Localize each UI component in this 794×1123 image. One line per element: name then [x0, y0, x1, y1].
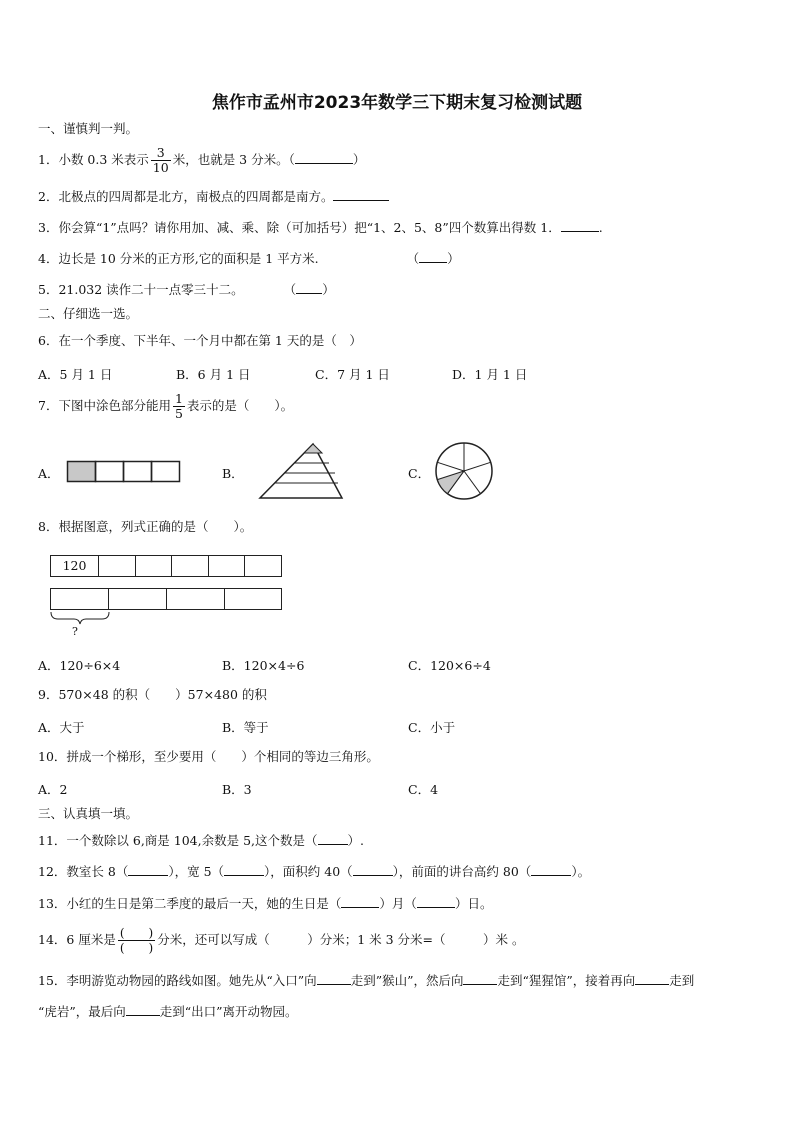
fraction-blank-numerator: ( ) — [119, 926, 154, 940]
fraction-numerator: 3 — [151, 146, 171, 161]
question-14-text-b: 分米，还可以写成（ ）分米；1 米 3 分米=（ ）米 。 — [157, 932, 525, 947]
answer-blank-12c[interactable] — [353, 863, 393, 876]
answer-blank-12b[interactable] — [224, 863, 264, 876]
section-heading-2: 二、仔细选一选。 — [38, 306, 139, 321]
circle-radius — [464, 462, 491, 471]
answer-blank-12a[interactable] — [128, 863, 168, 876]
circle-radius — [437, 462, 464, 471]
question-6: 6．在一个季度、下半年、一个月中都在第 1 天的是（ ） — [38, 333, 362, 348]
answer-blank-13b[interactable] — [417, 895, 455, 908]
q7-option-b[interactable]: B． — [222, 466, 244, 481]
question-9: 9．570×48 的积（ ）57×480 的积 — [38, 687, 267, 702]
q6-option-d[interactable]: D．1 月 1 日 — [452, 367, 528, 382]
fraction-blank[interactable] — [118, 926, 155, 955]
question-12-text-d: ），前面的讲台高约 80（ — [392, 864, 532, 879]
answer-blank-11[interactable] — [318, 832, 348, 845]
q9-option-b[interactable]: B．等于 — [222, 720, 269, 735]
q6-option-c[interactable]: C．7 月 1 日 — [315, 367, 390, 382]
bar-shaded-cell — [68, 462, 96, 482]
question-15-text-a: 15．李明游览动物园的路线如图。她先从“入口”向 — [38, 973, 317, 988]
question-5-text: 5．21.032 读作二十一点零三十二。 — [38, 282, 244, 297]
question-10: 10．拼成一个梯形，至少要用（ ）个相同的等边三角形。 — [38, 749, 379, 764]
answer-blank-1[interactable] — [295, 151, 353, 164]
question-5-paren-close: ） — [322, 282, 335, 297]
circle-radius — [464, 471, 481, 494]
q7-option-a[interactable]: A． — [38, 466, 60, 481]
question-14 — [38, 926, 525, 955]
question-14-text-a: 14．6 厘米是 — [38, 932, 116, 947]
question-8: 8．根据图意，列式正确的是（ ）。 — [38, 519, 253, 534]
answer-blank-2[interactable] — [333, 188, 389, 201]
question-12-text-c: ），面积约 40（ — [264, 864, 353, 879]
q8-bottom-bar — [50, 588, 282, 610]
answer-blank-3[interactable] — [561, 219, 599, 232]
triangle-outline — [260, 444, 342, 498]
question-15-text-f: 走到“出口”离开动物园。 — [159, 1004, 298, 1019]
question-13 — [38, 895, 492, 912]
question-11 — [38, 832, 364, 849]
fraction-denominator: 10 — [152, 160, 169, 175]
curly-brace — [51, 612, 109, 624]
question-15-text-e: “虎岩”，最后向 — [38, 1004, 126, 1019]
question-4 — [38, 250, 460, 267]
q8-option-c[interactable]: C．120×6÷4 — [408, 658, 491, 673]
q7-figure-bar — [66, 460, 184, 484]
question-11-text-end: ）. — [347, 833, 364, 848]
question-2 — [38, 188, 389, 205]
question-15-line-2 — [38, 1003, 298, 1020]
question-1-text-a: 1．小数 0.3 米表示 — [38, 152, 149, 167]
q8-option-a[interactable]: A．120÷6×4 — [38, 658, 121, 673]
answer-blank-4[interactable] — [419, 250, 447, 263]
q7-figure-triangle — [256, 442, 346, 500]
bottom-bar-cell — [108, 588, 167, 610]
triangle-shaded-tip — [304, 444, 322, 453]
section-heading-3: 三、认真填一填。 — [38, 806, 139, 821]
question-4-paren-open: （ — [406, 251, 420, 266]
answer-blank-12d[interactable] — [531, 863, 571, 876]
question-2-text: 2．北极点的四周都是北方，南极点的四周都是南方。 — [38, 189, 334, 204]
question-15-text-d: 走到 — [669, 973, 695, 988]
top-bar-cell — [98, 555, 136, 577]
answer-blank-5[interactable] — [296, 281, 322, 294]
question-12-text-a: 12．教室长 8（ — [38, 864, 129, 879]
question-1 — [38, 146, 365, 175]
question-4-paren-close: ） — [447, 251, 460, 266]
q10-option-a[interactable]: A．2 — [38, 782, 68, 797]
top-bar-cell — [135, 555, 172, 577]
circle-shaded-sector — [437, 471, 464, 494]
question-11-text: 11．一个数除以 6,商是 104,余数是 5,这个数是（ — [38, 833, 318, 848]
bar-cell — [96, 462, 124, 482]
q8-option-b[interactable]: B．120×4÷6 — [222, 658, 305, 673]
bar-cell — [124, 462, 152, 482]
question-15-text-c: 走到“猩猩馆”，接着再向 — [497, 973, 636, 988]
q8-top-bar — [50, 555, 282, 577]
q7-option-c[interactable]: C． — [408, 466, 431, 481]
question-4-text: 4．边长是 10 分米的正方形,它的面积是 1 平方米. — [38, 251, 319, 266]
question-12 — [38, 863, 590, 880]
bottom-bar-cell — [224, 588, 282, 610]
question-3-text: 3．你会算“1”点吗？请你用加、减、乘、除（可加括号）把“1、2、5、8”四个数算出得数 1． — [38, 220, 561, 235]
q9-option-c[interactable]: C．小于 — [408, 720, 456, 735]
question-3 — [38, 219, 603, 236]
fraction-denominator: 5 — [174, 406, 183, 421]
question-5 — [38, 281, 335, 298]
question-13-text-a: 13．小红的生日是第二季度的最后一天，她的生日是（ — [38, 896, 342, 911]
q6-option-b[interactable]: B．6 月 1 日 — [176, 367, 251, 382]
answer-blank-15b[interactable] — [463, 972, 497, 985]
answer-blank-13a[interactable] — [341, 895, 379, 908]
bottom-bar-cell — [166, 588, 225, 610]
bottom-bar-cell — [50, 588, 109, 610]
question-7-text-b: 表示的是（ ）。 — [186, 398, 294, 413]
page-title: 焦作市孟州市2023年数学三下期末复习检测试题 — [211, 93, 583, 113]
answer-blank-15a[interactable] — [317, 972, 351, 985]
question-15-line-1 — [38, 972, 694, 989]
top-bar-cell — [171, 555, 209, 577]
question-12-text-b: ），宽 5（ — [168, 864, 225, 879]
question-13-text-c: ）日。 — [454, 896, 493, 911]
question-1-text-c: ） — [352, 152, 366, 167]
top-bar-labeled-cell: 120 — [50, 555, 99, 577]
question-5-paren-open: （ — [283, 282, 297, 297]
q8-brace — [50, 610, 112, 626]
question-7-text-a: 7．下图中涂色部分能用 — [38, 398, 171, 413]
q6-option-a[interactable]: A．5 月 1 日 — [38, 367, 113, 382]
answer-blank-15c[interactable] — [635, 972, 669, 985]
q10-option-c[interactable]: C．4 — [408, 782, 439, 797]
q10-option-b[interactable]: B．3 — [222, 782, 252, 797]
question-1-text-b: 米，也就是 3 分米。（ — [172, 152, 295, 167]
question-3-text-end: . — [598, 220, 603, 235]
fraction-numerator: 1 — [174, 391, 183, 406]
question-12-text-e: ）。 — [571, 864, 591, 879]
answer-blank-15d[interactable] — [126, 1003, 160, 1016]
q8-question-mark: ? — [72, 625, 78, 638]
question-13-text-b: ）月（ — [379, 896, 417, 911]
fraction-blank-denominator: ( ) — [119, 941, 154, 955]
question-15-text-b: 走到”猴山”，然后向 — [350, 973, 464, 988]
top-bar-cell — [208, 555, 245, 577]
bar-cell — [152, 462, 180, 482]
fraction-3-10 — [151, 146, 171, 175]
section-heading-1: 一、谨慎判一判。 — [38, 121, 139, 136]
q9-option-a[interactable]: A．大于 — [38, 720, 85, 735]
fraction-1-5 — [173, 392, 185, 421]
top-bar-cell — [244, 555, 282, 577]
question-7 — [38, 392, 293, 421]
q7-figure-circle — [434, 441, 494, 501]
